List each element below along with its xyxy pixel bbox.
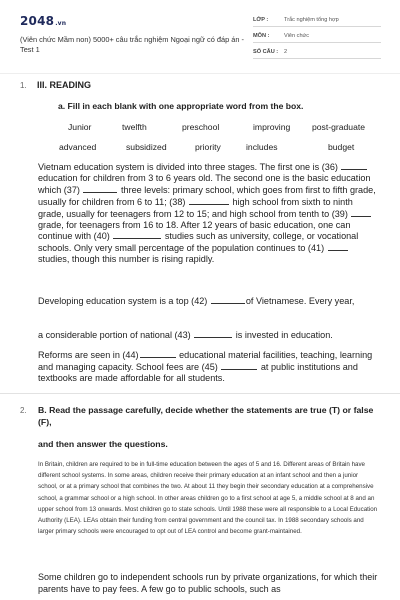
meta-subject-key: MÔN :: [253, 33, 270, 39]
blank-36[interactable]: [341, 161, 367, 170]
paragraph-text: three levels: primary school, which goes from first to fifth grade, usually for children from 6 to 11; (38): [38, 184, 376, 207]
logo-text: 2048: [20, 14, 55, 28]
reading-paragraph: [38, 161, 378, 265]
paragraph-text: Vietnam education system is divided into three stages. The first one is (36): [38, 162, 338, 172]
meta-count-value: 2: [284, 49, 288, 55]
blank-39[interactable]: [351, 208, 371, 217]
paragraph-text: high school from sixth to ninth grade, usually for teenagers from 12 to 15; and high school from tenth to (39): [38, 196, 353, 219]
word-bank-item: twelfth: [122, 122, 147, 132]
paragraph-text: education for children from 3 to 6 years old. The second one is the basic education which (37): [38, 172, 371, 195]
reading-paragraph: Some children go to independent schools run by private organizations, for which their parents have to pay fees. A few go to public schools, such as: [38, 572, 378, 594]
document-title: (Viên chức Mầm non) 5000+ câu trắc nghiệm Ngoại ngữ có đáp án - Test 1: [20, 35, 245, 54]
paragraph-text: a considerable portion of national (43): [38, 330, 191, 340]
section-heading: B. Read the passage carefully, decide whether the statements are true (T) or false (F),: [38, 405, 374, 427]
reading-passage: In Britain, children are required to be in full-time education between the ages of 5 and 16. Different areas of Britain have different school systems. In some areas, children receive their primary education at an infant school and then a junior school, or at a primary school that combines the two. At about 11 they begin their secondary education at a comprehensive school, a grammar school or a high school. In other areas children go to a first school at age 5, a middle school at 8 and an upper school from 13 onwards. Most children go to state schools. Until 1988 these were all responsible to a Local Education Authority (LEA). LEAs obtain their funding from central government and the council tax. In 1988 secondary schools and larger primary schools were encouraged to opt out of LEA control and become grant-maintained.: [38, 461, 378, 536]
meta-count-row: [253, 46, 381, 59]
blank-37[interactable]: [83, 184, 117, 193]
blank-43[interactable]: [194, 329, 232, 338]
reading-paragraph: [38, 329, 378, 341]
word-bank-item: budget: [328, 142, 355, 152]
paragraph-text: studies, though this number is rising rapidly.: [38, 254, 215, 265]
header-divider: [0, 73, 400, 74]
task-instruction: a. Fill in each blank with one appropriate word from the box.: [58, 101, 304, 111]
meta-subject-value: Viên chức: [284, 33, 310, 39]
word-bank-item: Junior: [68, 122, 92, 132]
word-bank-item: preschool: [182, 122, 220, 132]
word-bank-item: advanced: [59, 142, 97, 152]
paragraph-text: educational material facilities, teaching, learning and managing capacity. School fees are (45): [38, 350, 373, 372]
word-bank-item: subsidized: [126, 142, 167, 152]
meta-class-value: Trắc nghiệm tổng hợp: [284, 17, 339, 23]
paragraph-text: grade, for teenagers from 16 to 18. After 12 years of basic education, one can continue with (40): [38, 219, 351, 242]
reading-paragraph: [38, 295, 378, 307]
word-bank-item: includes: [246, 142, 278, 152]
meta-class-key: LỚP :: [253, 17, 269, 23]
blank-40[interactable]: [113, 230, 161, 239]
section-heading: III. READING: [37, 80, 92, 90]
paragraph-text: studies such as university, college, or vocational schools. Only very small percentage of the population continues to (41): [38, 231, 359, 254]
section-subheading: and then answer the questions.: [38, 439, 168, 449]
word-bank-item: post-graduate: [312, 122, 366, 132]
paragraph-text: of Vietnamese. Every year,: [245, 296, 355, 306]
question-number: 1.: [20, 81, 27, 90]
question-number: 2.: [20, 406, 27, 415]
logo-suffix: .vn: [55, 20, 67, 27]
blank-44[interactable]: [140, 349, 176, 358]
meta-count-key: SỐ CÂU :: [253, 49, 279, 55]
blank-38[interactable]: [189, 196, 229, 205]
blank-42[interactable]: [211, 295, 245, 304]
paragraph-text: is invested in education.: [233, 330, 333, 340]
paragraph-text: Reforms are seen in (44): [38, 350, 139, 360]
word-bank-item: improving: [253, 122, 291, 132]
paragraph-text: Developing education system is a top (42): [38, 296, 208, 306]
blank-41[interactable]: [328, 242, 348, 251]
blank-45[interactable]: [221, 361, 257, 370]
reading-paragraph: [38, 349, 378, 384]
paragraph-text: at public institutions and textbooks are made affordable for all students.: [38, 361, 358, 383]
word-bank-item: priority: [195, 142, 221, 152]
question-divider: [0, 393, 400, 394]
